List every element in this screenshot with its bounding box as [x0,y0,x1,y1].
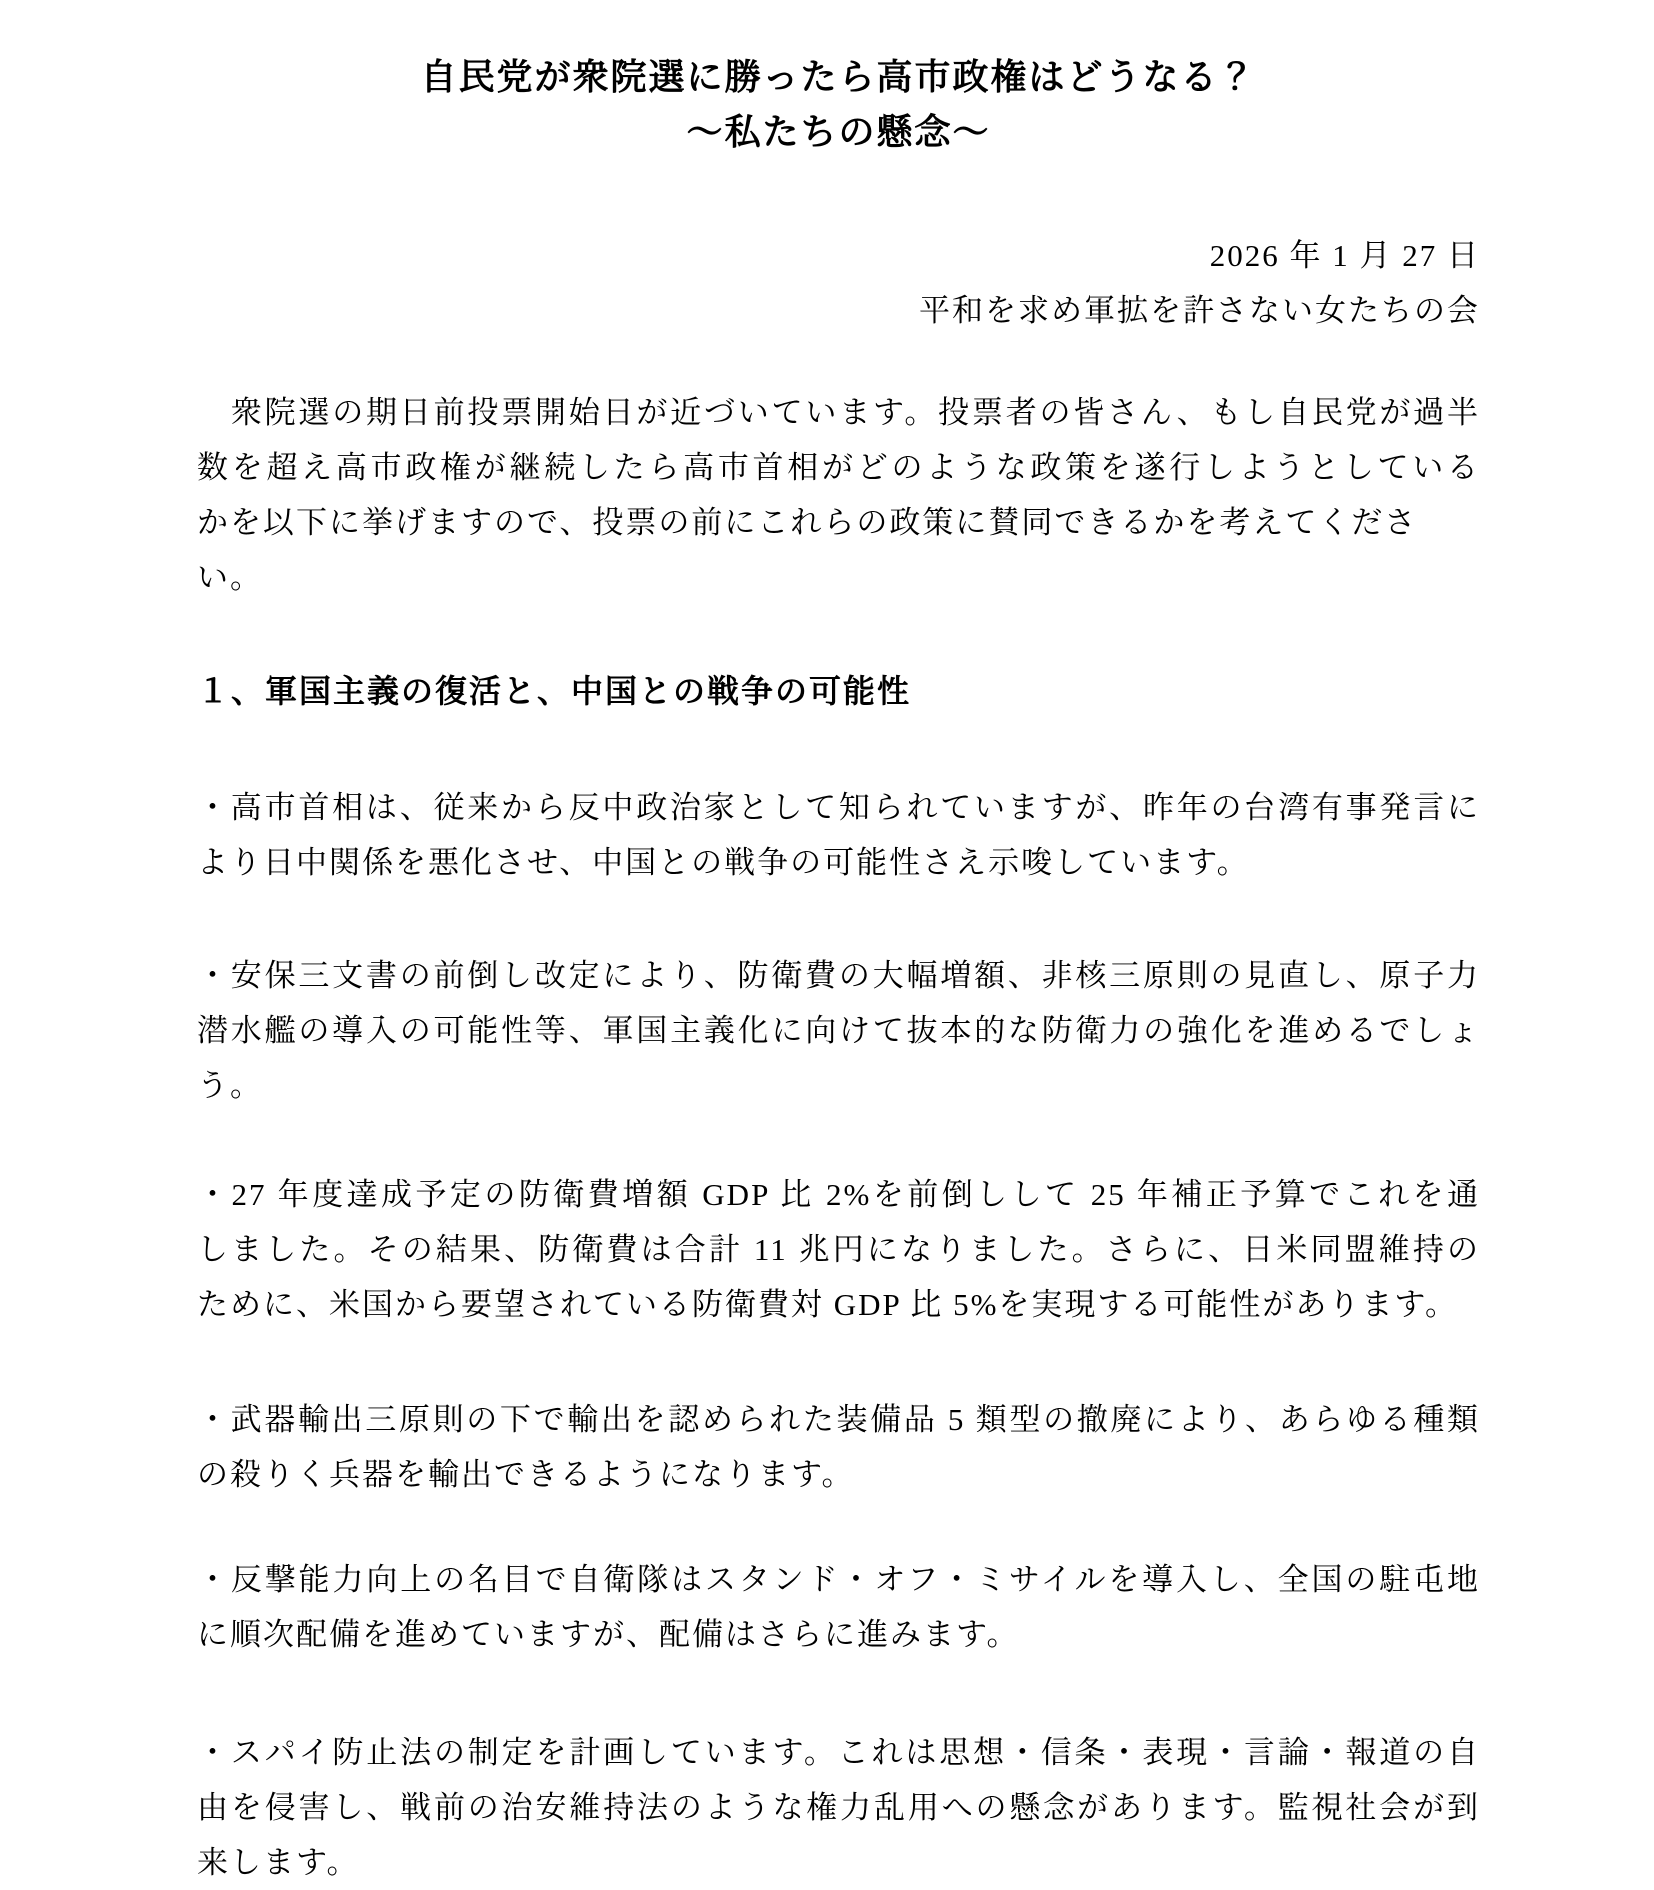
intro-paragraph [197,385,1480,605]
text-line: ・反撃能力向上の名目で自衛隊はスタンド・オフ・ミサイルを導入し、全国の駐屯地 [197,1562,1480,1597]
organization-line: 平和を求め軍拡を許さない女たちの会 [919,293,1480,328]
text-line: う。 [197,1068,263,1103]
text-line: に順次配備を進めていますが、配備はさらに進みます。 [197,1617,1020,1652]
bullet-item-5 [197,1552,1480,1662]
text-line: ・27 年度達成予定の防衛費増額 GDP 比 2%を前倒しして 25 年補正予算でこれを通 [197,1177,1480,1212]
bullet-item-2 [197,948,1480,1113]
bullet-item-6 [197,1725,1480,1890]
text-line: 来します。 [197,1845,360,1880]
text-line: 潜水艦の導入の可能性等、軍国主義化に向けて抜本的な防衛力の強化を進めるでしょ [197,1013,1480,1048]
bullet-item-4 [197,1392,1480,1502]
document-meta [197,228,1480,338]
text-line: の殺りく兵器を輸出できるようになります。 [197,1457,855,1492]
section-1-heading: １、軍国主義の復活と、中国との戦争の可能性 [197,673,912,709]
text-line: 衆院選の期日前投票開始日が近づいています。投票者の皆さん、もし自民党が過半 [197,395,1480,430]
bullet-item-1 [197,780,1480,890]
text-line: しました。その結果、防衛費は合計 11 兆円になりました。さらに、日米同盟維持の [197,1232,1480,1267]
text-line: かを以下に挙げますので、投票の前にこれらの政策に賛同できるかを考えてください。 [197,505,1418,595]
text-line: ・武器輸出三原則の下で輸出を認められた装備品 5 類型の撤廃により、あらゆる種類 [197,1402,1480,1437]
text-line: より日中関係を悪化させ、中国との戦争の可能性さえ示唆しています。 [197,845,1250,880]
text-line: 数を超え高市政権が継続したら高市首相がどのような政策を遂行しようとしている [197,450,1480,485]
title-line-2: ～私たちの懸念～ [686,112,991,152]
document-title [197,50,1480,160]
title-line-1: 自民党が衆院選に勝ったら高市政権はどうなる？ [420,57,1257,97]
text-line: ・安保三文書の前倒し改定により、防衛費の大幅増額、非核三原則の見直し、原子力 [197,958,1480,993]
date-line: 2026 年 1 月 27 日 [1209,238,1480,273]
text-line: ・高市首相は、従来から反中政治家として知られていますが、昨年の台湾有事発言に [197,790,1480,825]
text-line: ために、米国から要望されている防衛費対 GDP 比 5%を実現する可能性があります。 [197,1287,1458,1322]
text-line: ・スパイ防止法の制定を計画しています。これは思想・信条・表現・言論・報道の自 [197,1735,1480,1770]
bullet-item-3 [197,1167,1480,1332]
text-line: 由を侵害し、戦前の治安維持法のような権力乱用への懸念があります。監視社会が到 [197,1790,1480,1825]
